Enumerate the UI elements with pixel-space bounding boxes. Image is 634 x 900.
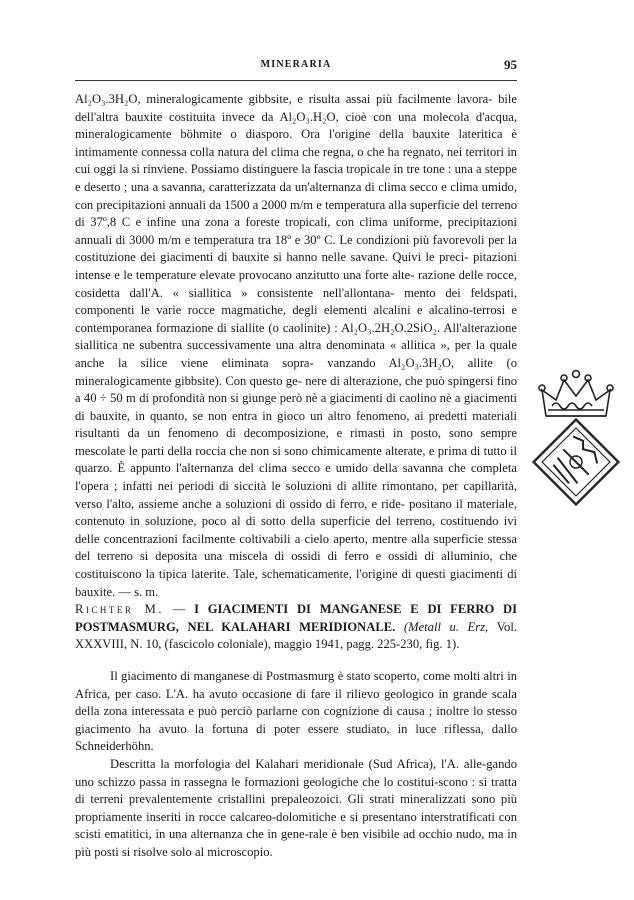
text-line: 1500 a 2000 m/m e temperatura alla superficie del terreno di 37º,8 C e infine [75, 197, 517, 230]
crown-icon [539, 371, 613, 417]
text-line: da un'alternanza di clima secco e clima umido, con precipitazioni annuali da [75, 179, 517, 212]
text-line: ossidi di ferro e ossidi di alluminio, che costituiscono la tipica laterite. Tale, [75, 549, 517, 582]
text-line: bile dell'altra bauxite costituita invece da Al₂O₃.H₂O, cioè con una molecola [75, 92, 518, 124]
text-line: lateritica è intimamente connessa colla natura del clima che regna, o che ha [75, 127, 517, 159]
text-line: parti della roccia che non si sono chimicamente alterate, e prima di tutto il [141, 443, 517, 458]
text-line: 3000 m/m e temperatura tra 18º e 30º C. Le condizioni più favorevoli per la [129, 232, 517, 247]
text-line: regnato, nei territori in cui oggi la si rinviene. Possiamo distinguere la fascia [75, 144, 517, 177]
text-line: completa l'opera ; infatti nei periodi di siccità le soluzioni di allite rimontano, [75, 461, 517, 494]
text-line: se non entra in gioco un altro fenomeno, ai predetti materiali risultanti da un [75, 408, 517, 441]
text-line: alcalini e alcalino-terrosi e contemporanea formazione di siallite (o caolinite) : [75, 303, 517, 335]
paragraph-morphology: Descritta la morfologia del Kalahari meridionale (Sud Africa), l'A. alle-gando uno schizzo passa in rassegna le formazioni geologiche che lo costitui-scono : si tratta di terreni prevalentemente cristallini prepaleozoici. Gli strati mineralizzati sono più propriamente inseriti in rocce calcareo-dolomitiche e si presentano interstratificati con scisti ematitici, in una alternanza che in gene-rale è ben visibile ad occhio nudo, ma in più posti si risolve solo al microscopio. [75, 756, 517, 859]
text-line: giunge però nè a giacimenti di caolino nè a giacimenti di bauxite, in quanto, [75, 391, 517, 423]
text-line: razione delle rocce, cosidetta dall'A. « siallitica » consistente nell'allontana- [75, 267, 517, 300]
page-number: 95 [504, 57, 517, 72]
text-line: aperto, mentre alla superficie stessa del terreno si deposita una miscela di [75, 531, 517, 564]
text-line: mento dei feldspati, componenti le varie rocce magmatiche, degli elementi [75, 285, 517, 318]
text-line: vanzando Al₂O₃.3H₂O, allite (o mineralogicamente gibbsite). Con questo ge- [75, 355, 517, 388]
article-title: I GIACIMENTI DI MANGANESE E DI FERRO DI POSTMASMURG, NEL KALAHARI MERIDIONALE. [75, 602, 518, 634]
header-rule [75, 80, 517, 81]
article-author: Richter M. [75, 602, 164, 617]
article-heading [75, 601, 517, 654]
paragraph-bauxite [75, 91, 517, 601]
page-header [75, 57, 517, 77]
text-line: del terreno, costituendo ivi delle concentrazioni facilmente coltivabili a cielo [75, 514, 518, 546]
article-dash: — [164, 602, 195, 617]
article-journal: (Metall u. Erz, [403, 619, 489, 634]
text-line: schematicamente, l'origine di questi giacimenti di bauxite. — s. m. [75, 567, 518, 599]
text-line: Al₂O₃.3H₂O, mineralogicamente gibbsite, e risulta assai più facilmente lavora- [75, 92, 493, 106]
text-line: una zona a foreste tropicali, con clima uniforme, precipitazioni annuali di [75, 215, 517, 247]
article-citation: Vol. XXXVIII, N. 10, (fascicolo coloniale), maggio 1941, pagg. 225-230, fig. 1). [75, 619, 517, 652]
text-line: fenomeno di decomposizione, e rimasti in posto, sono sempre mescolate le [75, 426, 517, 458]
text-line: altra denominata « allitica », per la quale anche la silice viene eliminata sopra- [75, 338, 518, 370]
text-line: quarzo. È appunto l'alternanza del clima secco e umido della savanna che [75, 461, 466, 476]
text-line: d'acqua, mineralogicamente böhmite o diasporo. Ora l'origine della bauxite [75, 109, 517, 142]
text-line: Al₂O₃.2H₂O.2SiO₂. All'alterazione siallitica ne subentra successivamente una [75, 320, 517, 353]
library-stamp [532, 366, 620, 506]
body-text [75, 91, 517, 862]
paragraph-discovery: Il giacimento di manganese di Postmasmurg è stato scoperto, come molti altri in Africa, per caso. L'A. ha avuto occasione di fare il rilievo geologico in grande scala della zona interessata e può perciò parlarne con cognizione di causa ; inoltre lo stesso giacimento ha avuto la fortuna di poter essere studiato, in luce riflessa, dallo Schneiderhöhn. [75, 669, 517, 754]
text-line: per capillarità, verso l'alto, assieme anche a soluzioni di ossido di ferro, e ride- [75, 479, 517, 511]
text-line: pitazioni intense e le temperature elevate provocano anzitutto una forte alte- [75, 250, 518, 282]
text-line: nere di alterazione, che può spingersi fino a 40 ÷ 50 m di profondità non si [75, 373, 517, 406]
running-title: MINERARIA [260, 59, 332, 70]
text-line: tropicale in tre tone : una a steppe e deserto ; una a savanna, caratterizzata [75, 162, 517, 194]
text-line: costituzione dei giacimenti di bauxite si hanno nelle savane. Quivi le preci- [75, 250, 469, 265]
text-line: positano il materiale, contenuto in soluzione, poco al di sotto della superficie [75, 496, 518, 529]
seal-icon [534, 420, 619, 505]
